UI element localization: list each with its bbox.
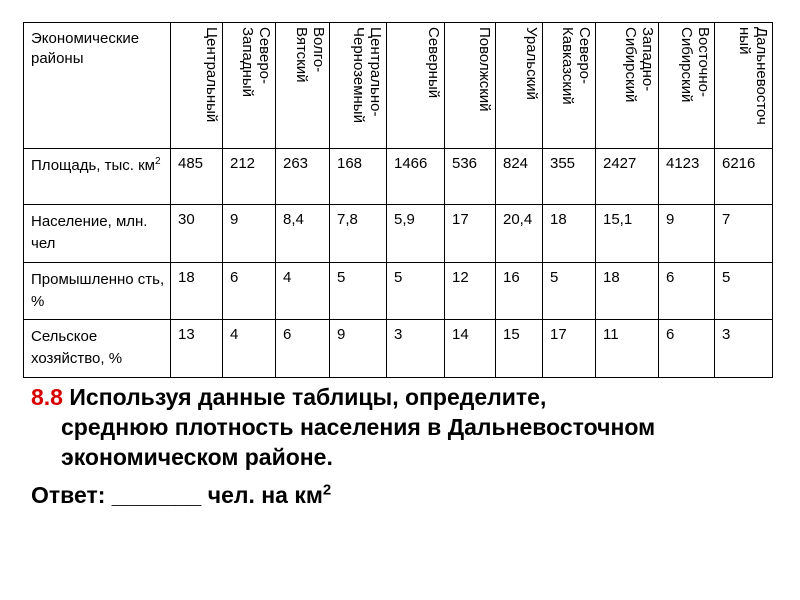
- region-header: Центрально- Черноземный: [330, 23, 387, 149]
- region-header: Восточно- Сибирский: [659, 23, 715, 149]
- table-cell: 4123: [659, 149, 715, 205]
- table-cell: 8,4: [276, 205, 330, 263]
- table-cell: 6216: [715, 149, 773, 205]
- table-cell: 18: [543, 205, 596, 263]
- table-row: [24, 263, 773, 320]
- table-cell: 3: [715, 320, 773, 378]
- table-cell: 9: [330, 320, 387, 378]
- table-cell: 17: [445, 205, 496, 263]
- table-cell: 168: [330, 149, 387, 205]
- table-cell: 15: [496, 320, 543, 378]
- table-cell: 30: [171, 205, 223, 263]
- row-label: Площадь, тыс. $км^2$: [24, 149, 171, 205]
- table-cell: 13: [171, 320, 223, 378]
- table-cell: 7,8: [330, 205, 387, 263]
- table-cell: 5: [387, 263, 445, 320]
- table-cell: 12: [445, 263, 496, 320]
- table-cell: 5,9: [387, 205, 445, 263]
- table-cell: 16: [496, 263, 543, 320]
- table-cell: 5: [330, 263, 387, 320]
- table-cell: 5: [715, 263, 773, 320]
- row-label: Население, млн. чел: [24, 205, 171, 263]
- region-header: Северо- Западный: [223, 23, 276, 149]
- row-label: Сельское хозяйство, %: [24, 320, 171, 378]
- table-cell: 9: [659, 205, 715, 263]
- question-text: [31, 382, 771, 472]
- table-cell: 17: [543, 320, 596, 378]
- table-cell: 6: [659, 320, 715, 378]
- answer-superscript: 2: [322, 481, 332, 499]
- region-header: Дальневосточ ный: [715, 23, 773, 149]
- table-cell: 6: [276, 320, 330, 378]
- table-cell: 18: [171, 263, 223, 320]
- corner-header: Экономические районы: [24, 23, 171, 149]
- economic-regions-table: [23, 22, 773, 378]
- table-cell: 9: [223, 205, 276, 263]
- table-cell: 2427: [596, 149, 659, 205]
- region-header: Северный: [387, 23, 445, 149]
- table-cell: 4: [223, 320, 276, 378]
- row-label: Промышленно сть, %: [24, 263, 171, 320]
- question-line: среднюю плотность населения в Дальневосточном: [61, 414, 656, 440]
- table-cell: 11: [596, 320, 659, 378]
- region-header: Центральный: [171, 23, 223, 149]
- table-cell: 15,1: [596, 205, 659, 263]
- region-header: Волго- Вятский: [276, 23, 330, 149]
- table-cell: 6: [223, 263, 276, 320]
- region-header: Поволжский: [445, 23, 496, 149]
- region-header: Западно- Сибирский: [596, 23, 659, 149]
- question-line: экономическом районе.: [61, 444, 333, 470]
- answer-text: Ответ: _______ чел. на км: [31, 482, 323, 508]
- region-header: Уральский: [496, 23, 543, 149]
- region-header: Северо- Кавказский: [543, 23, 596, 149]
- answer-line: [31, 480, 331, 510]
- table-cell: 536: [445, 149, 496, 205]
- table-cell: 14: [445, 320, 496, 378]
- table-cell: 6: [659, 263, 715, 320]
- table-cell: 3: [387, 320, 445, 378]
- table-cell: 18: [596, 263, 659, 320]
- table-cell: 485: [171, 149, 223, 205]
- question-number: 8.8: [31, 384, 63, 410]
- table-cell: 20,4: [496, 205, 543, 263]
- table-row: [24, 149, 773, 205]
- table-cell: 263: [276, 149, 330, 205]
- header-row: [24, 23, 773, 149]
- table-cell: 824: [496, 149, 543, 205]
- question-line: 8.8 Используя данные таблицы, определите,: [31, 384, 547, 410]
- table-cell: 1466: [387, 149, 445, 205]
- table-row: [24, 205, 773, 263]
- table-cell: 212: [223, 149, 276, 205]
- table-row: [24, 320, 773, 378]
- table-cell: 355: [543, 149, 596, 205]
- table-cell: 7: [715, 205, 773, 263]
- table-cell: 4: [276, 263, 330, 320]
- table-cell: 5: [543, 263, 596, 320]
